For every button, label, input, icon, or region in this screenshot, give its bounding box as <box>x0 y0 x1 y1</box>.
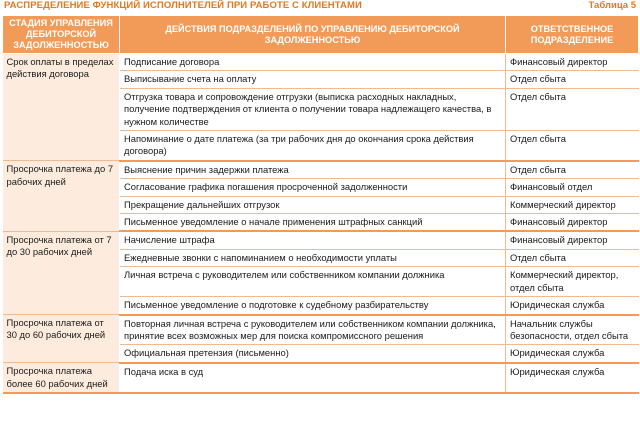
responsibilities-table <box>2 15 639 394</box>
action-cell: Подача иска в суд <box>120 363 506 393</box>
responsible-cell: Коммерческий директор <box>506 196 639 213</box>
table-row <box>3 161 639 179</box>
action-cell: Начисление штрафа <box>120 231 506 249</box>
table-caption-bar <box>0 0 640 14</box>
action-cell: Письменное уведомление о начале применения штрафных санкций <box>120 214 506 232</box>
responsible-cell: Отдел сбыта <box>506 88 639 130</box>
responsible-cell: Отдел сбыта <box>506 71 639 88</box>
responsible-cell: Отдел сбыта <box>506 161 639 179</box>
responsible-cell: Отдел сбыта <box>506 249 639 266</box>
stage-cell: Просрочка платежа до 7 рабочих дней <box>3 161 120 232</box>
action-cell: Личная встреча с руководителем или собственником компании должника <box>120 267 506 297</box>
responsible-cell: Отдел сбыта <box>506 131 639 161</box>
table-number: Таблица 5 <box>588 0 636 11</box>
responsible-cell: Юридическая служба <box>506 345 639 363</box>
action-cell: Выписывание счета на оплату <box>120 71 506 88</box>
table-header-row <box>3 16 639 54</box>
table-row <box>3 54 639 71</box>
column-header-actions: ДЕЙСТВИЯ ПОДРАЗДЕЛЕНИЙ ПО УПРАВЛЕНИЮ ДЕБИТОРСКОЙ ЗАДОЛЖЕННОСТЬЮ <box>120 16 506 54</box>
table-row <box>3 231 639 249</box>
action-cell: Подписание договора <box>120 54 506 71</box>
table-row <box>3 363 639 393</box>
responsible-cell: Начальник службы безопасности, отдел сбыта <box>506 315 639 345</box>
responsible-cell: Финансовый отдел <box>506 179 639 196</box>
action-cell: Выяснение причин задержки платежа <box>120 161 506 179</box>
responsible-cell: Коммерческий директор, отдел сбыта <box>506 267 639 297</box>
table-row <box>3 315 639 345</box>
action-cell: Ежедневные звонки с напоминанием о необходимости уплаты <box>120 249 506 266</box>
stage-cell: Срок оплаты в пределах действия договора <box>3 54 120 161</box>
stage-cell: Просрочка платежа от 7 до 30 рабочих дней <box>3 231 120 314</box>
action-cell: Прекращение дальнейших отгрузок <box>120 196 506 213</box>
stage-cell: Просрочка платежа более 60 рабочих дней <box>3 363 120 393</box>
responsible-cell: Финансовый директор <box>506 54 639 71</box>
table-body <box>3 54 639 394</box>
action-cell: Официальная претензия (письменно) <box>120 345 506 363</box>
responsible-cell: Юридическая служба <box>506 297 639 315</box>
responsible-cell: Финансовый директор <box>506 214 639 232</box>
action-cell: Повторная личная встреча с руководителем или собственником компании должника, принятие всех возможных мер для поиска компромиссного решения <box>120 315 506 345</box>
table-title: РАСПРЕДЕЛЕНИЕ ФУНКЦИЙ ИСПОЛНИТЕЛЕЙ ПРИ РАБОТЕ С КЛИЕНТАМИ <box>4 0 362 11</box>
stage-cell: Просрочка платежа от 30 до 60 рабочих дней <box>3 315 120 363</box>
column-header-stage: СТАДИЯ УПРАВЛЕНИЯ ДЕБИТОРСКОЙ ЗАДОЛЖЕННОСТЬЮ <box>3 16 120 54</box>
action-cell: Отгрузка товара и сопровождение отгрузки (выписка расходных накладных, получение подтверждения от клиента о получении товара надлежащего качества, в нужном количестве <box>120 88 506 130</box>
column-header-responsible: ОТВЕТСТВЕННОЕ ПОДРАЗДЕЛЕНИЕ <box>506 16 639 54</box>
responsible-cell: Юридическая служба <box>506 363 639 393</box>
responsible-cell: Финансовый директор <box>506 231 639 249</box>
action-cell: Напоминание о дате платежа (за три рабочих дня до окончания срока действия договора) <box>120 131 506 161</box>
action-cell: Согласование графика погашения просроченной задолженности <box>120 179 506 196</box>
action-cell: Письменное уведомление о подготовке к судебному разбирательству <box>120 297 506 315</box>
